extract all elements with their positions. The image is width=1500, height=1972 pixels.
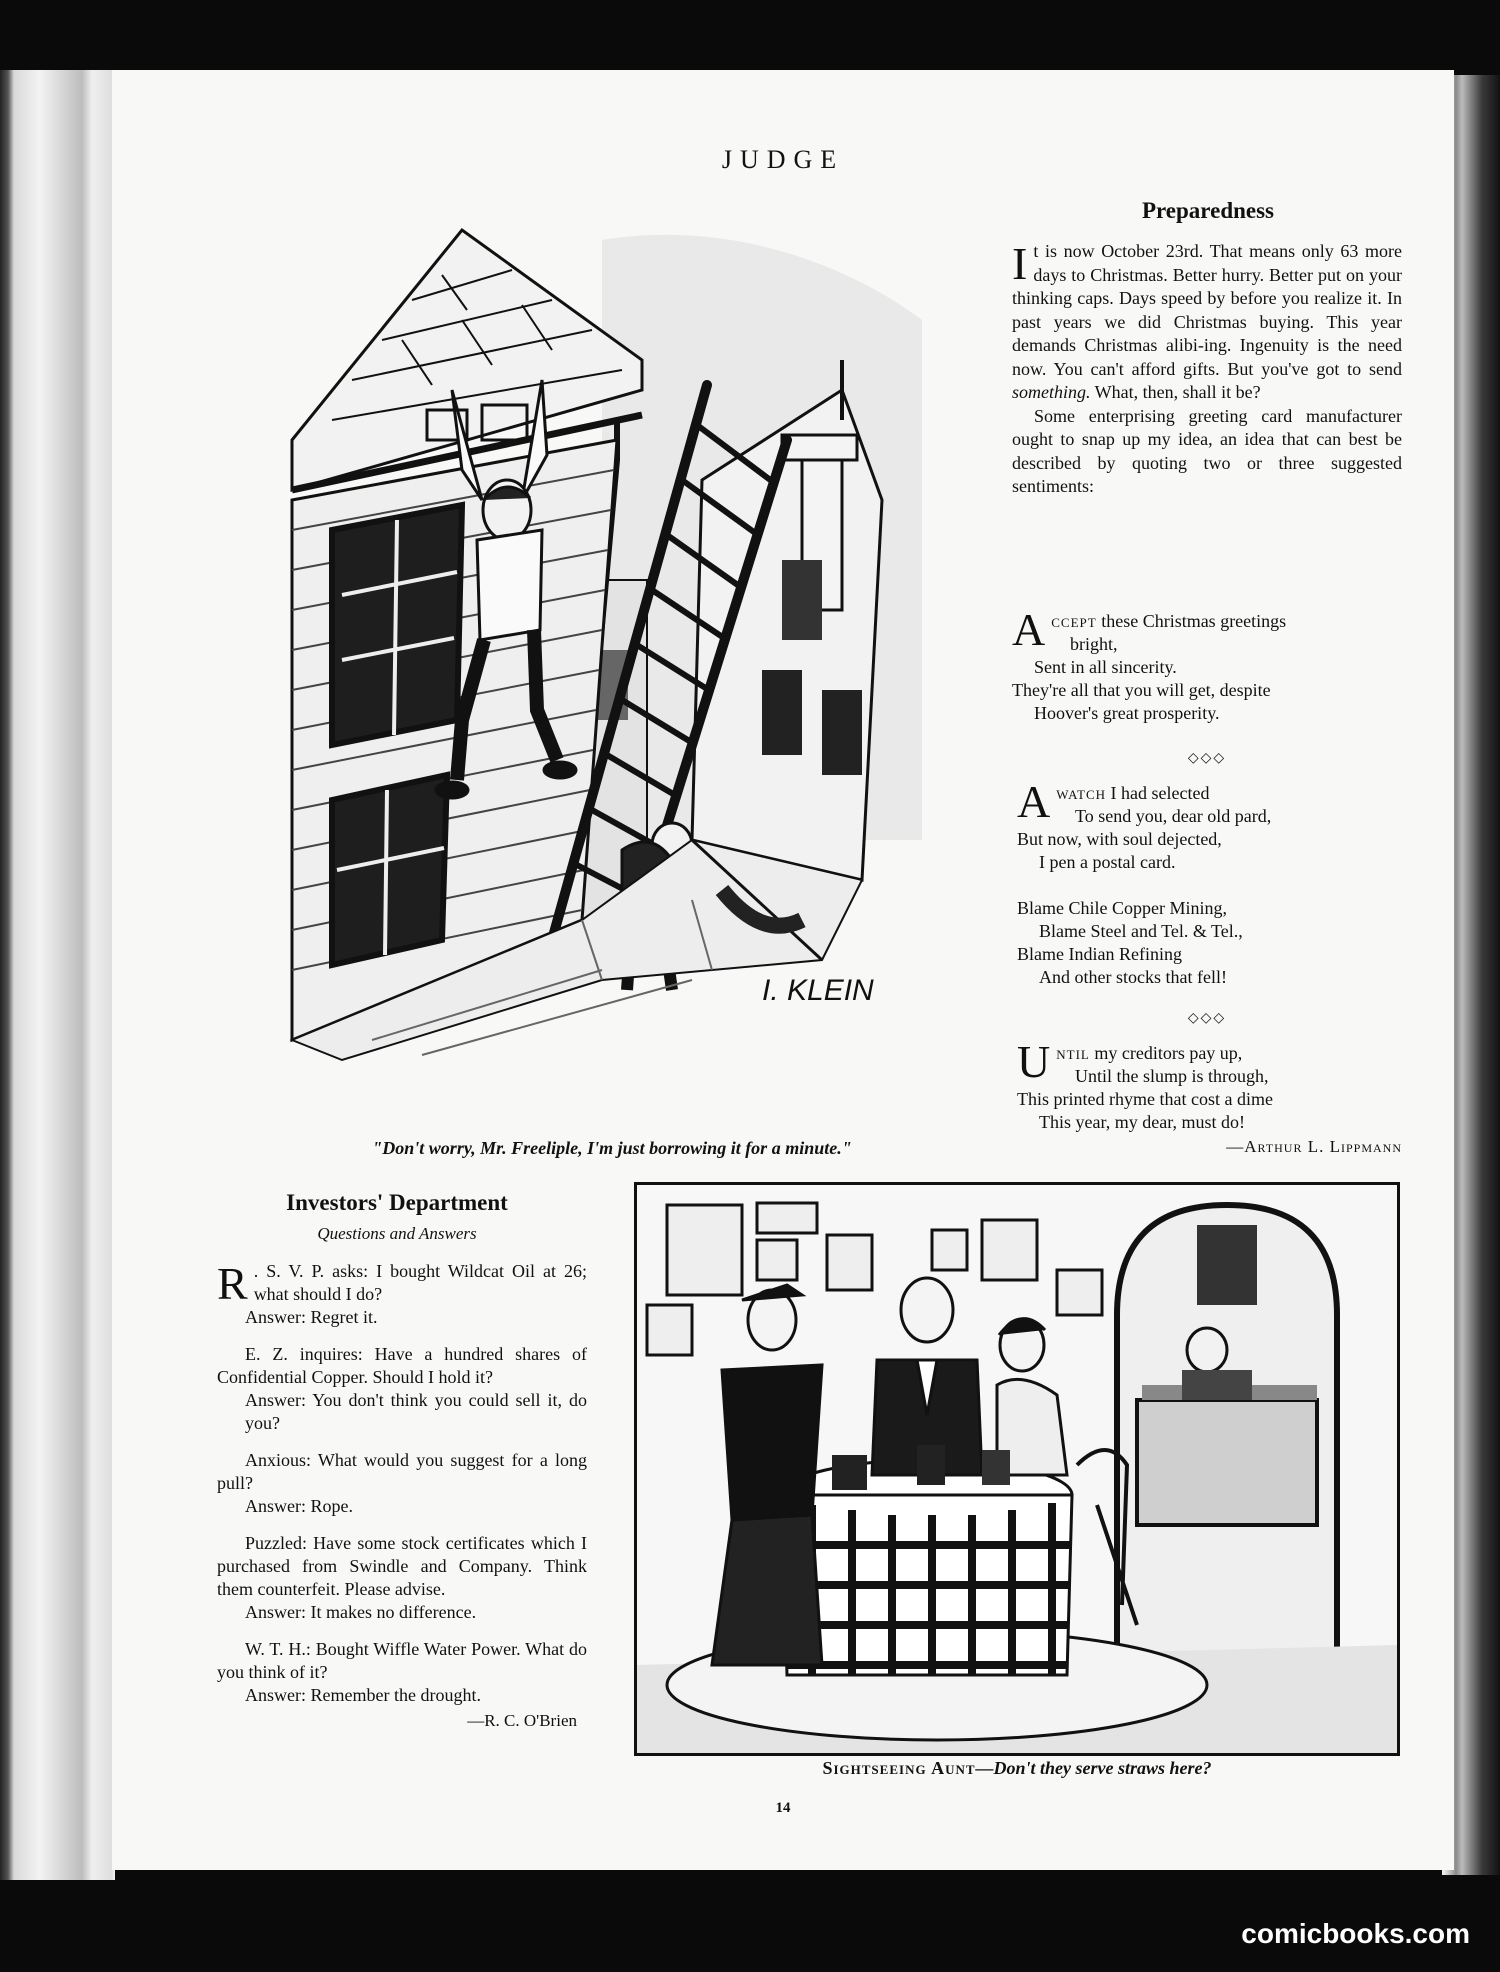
poem-3-line-3: This printed rhyme that cost a dime: [1017, 1089, 1273, 1109]
poem-2-line-1: I had selected: [1110, 783, 1210, 803]
preparedness-title: Preparedness: [1141, 198, 1275, 223]
qa-question: W. T. H.: Bought Wiffle Water Power. What do you think of it?: [217, 1639, 587, 1682]
poem-2-line-7: Blame Indian Refining: [1017, 944, 1182, 964]
poem-1-lead: ccept: [1051, 611, 1097, 631]
poem-3-line-4: This year, my dear, must do!: [1039, 1112, 1246, 1132]
investors-signature: —R. C. O'Brien: [467, 1711, 577, 1730]
qa-item: [217, 1532, 587, 1624]
cartoon-ladder-illustration: [222, 200, 1052, 1200]
magazine-page: [112, 70, 1454, 1870]
cartoon-2-caption: [634, 1758, 1400, 1779]
signature-dash: —: [1226, 1137, 1245, 1156]
preparedness-signature: [1012, 1137, 1402, 1157]
poem-1-line-5: Hoover's great prosperity.: [1034, 703, 1220, 723]
intro-emphasis: something.: [1012, 382, 1091, 402]
book-binding-left: [0, 70, 115, 1880]
poem-2-line-8: And other stocks that fell!: [1039, 967, 1227, 987]
signature-name: Arthur L. Lippmann: [1244, 1137, 1402, 1156]
qa-answer: Answer: Remember the drought.: [245, 1685, 481, 1705]
qa-item: [217, 1449, 587, 1518]
cartoon-restaurant-illustration: [634, 1182, 1400, 1756]
watermark: comicbooks.com: [1241, 1918, 1470, 1949]
qa-question: . S. V. P. asks: I bought Wildcat Oil at 26; what should I do?: [253, 1261, 587, 1304]
drop-cap: I: [1012, 238, 1028, 289]
qa-drop-cap: R: [217, 1258, 248, 1309]
ornament-2: ◇◇◇: [1187, 1011, 1227, 1026]
caption-rest: —Don't they serve straws here?: [975, 1758, 1212, 1778]
preparedness-article: [1012, 240, 1402, 499]
qa-answer: Answer: Regret it.: [245, 1307, 378, 1327]
qa-question: E. Z. inquires: Have a hundred shares of Confidential Copper. Should I hold it?: [217, 1344, 587, 1387]
poem-1-line-1: these Christmas greetings: [1101, 611, 1287, 631]
investors-subtitle: Questions and Answers: [317, 1224, 477, 1243]
qa-item: [217, 1260, 587, 1329]
poem-1-drop: A: [1012, 604, 1046, 655]
investors-qa: [217, 1260, 587, 1732]
qa-item: [217, 1343, 587, 1435]
page-number: 14: [775, 1800, 791, 1816]
poem-1: [1012, 604, 1412, 725]
poem-3-lead: ntil: [1056, 1043, 1090, 1063]
caption-lead: Sightseeing Aunt: [822, 1758, 976, 1778]
preparedness-para2: Some enterprising greeting card manufacturer ought to snap up my idea, an idea that can best be described by quoting two or three suggested sentiments:: [1012, 405, 1402, 496]
poem-3: [1017, 1036, 1417, 1134]
poem-3-line-1: my creditors pay up,: [1094, 1043, 1243, 1063]
poem-1-line-2: bright,: [1070, 634, 1118, 654]
ornament-1: ◇◇◇: [1187, 751, 1227, 766]
poem-2-drop: A: [1017, 776, 1051, 827]
poem-1-line-3: Sent in all sincerity.: [1034, 657, 1177, 677]
poem-2-line-4: I pen a postal card.: [1039, 852, 1176, 872]
poem-2: [1017, 776, 1417, 989]
qa-answer: Answer: It makes no difference.: [245, 1602, 477, 1622]
poem-1-line-4: They're all that you will get, despite: [1012, 680, 1271, 700]
preparedness-intro: [1012, 240, 1402, 405]
qa-item: [217, 1638, 587, 1707]
poem-2-line-3: But now, with soul dejected,: [1017, 829, 1222, 849]
intro-tail: What, then, shall it be?: [1090, 382, 1261, 402]
qa-question: Anxious: What would you suggest for a long pull?: [217, 1450, 587, 1493]
artist-signature: I. KLEIN: [762, 974, 874, 1007]
poem-2-line-2: To send you, dear old pard,: [1075, 806, 1272, 826]
qa-answer: Answer: Rope.: [245, 1496, 353, 1516]
intro-text: t is now October 23rd. That means only 63 more days to Christmas. Better hurry. Better put on your thinking caps. Days speed by before you realize it. In past years we did Christmas buying. This year demands Christmas alibi-ing. Ingenuity is the need now. You can't afford gifts. But you've got to send: [1012, 241, 1402, 379]
poem-3-drop: U: [1017, 1036, 1051, 1087]
poem-2-line-6: Blame Steel and Tel. & Tel.,: [1039, 921, 1243, 941]
poem-2-lead: watch: [1056, 783, 1107, 803]
qa-question: Puzzled: Have some stock certificates which I purchased from Swindle and Company. Think them counterfeit. Please advise.: [217, 1533, 587, 1599]
qa-answer: Answer: You don't think you could sell it, do you?: [245, 1390, 587, 1433]
cartoon-caption: "Don't worry, Mr. Freeliple, I'm just borrowing it for a minute.": [372, 1138, 852, 1158]
investors-title: Investors' Department: [286, 1190, 508, 1215]
poem-3-line-2: Until the slump is through,: [1075, 1066, 1269, 1086]
masthead: JUDGE: [721, 145, 845, 174]
poem-2-line-5: Blame Chile Copper Mining,: [1017, 898, 1227, 918]
